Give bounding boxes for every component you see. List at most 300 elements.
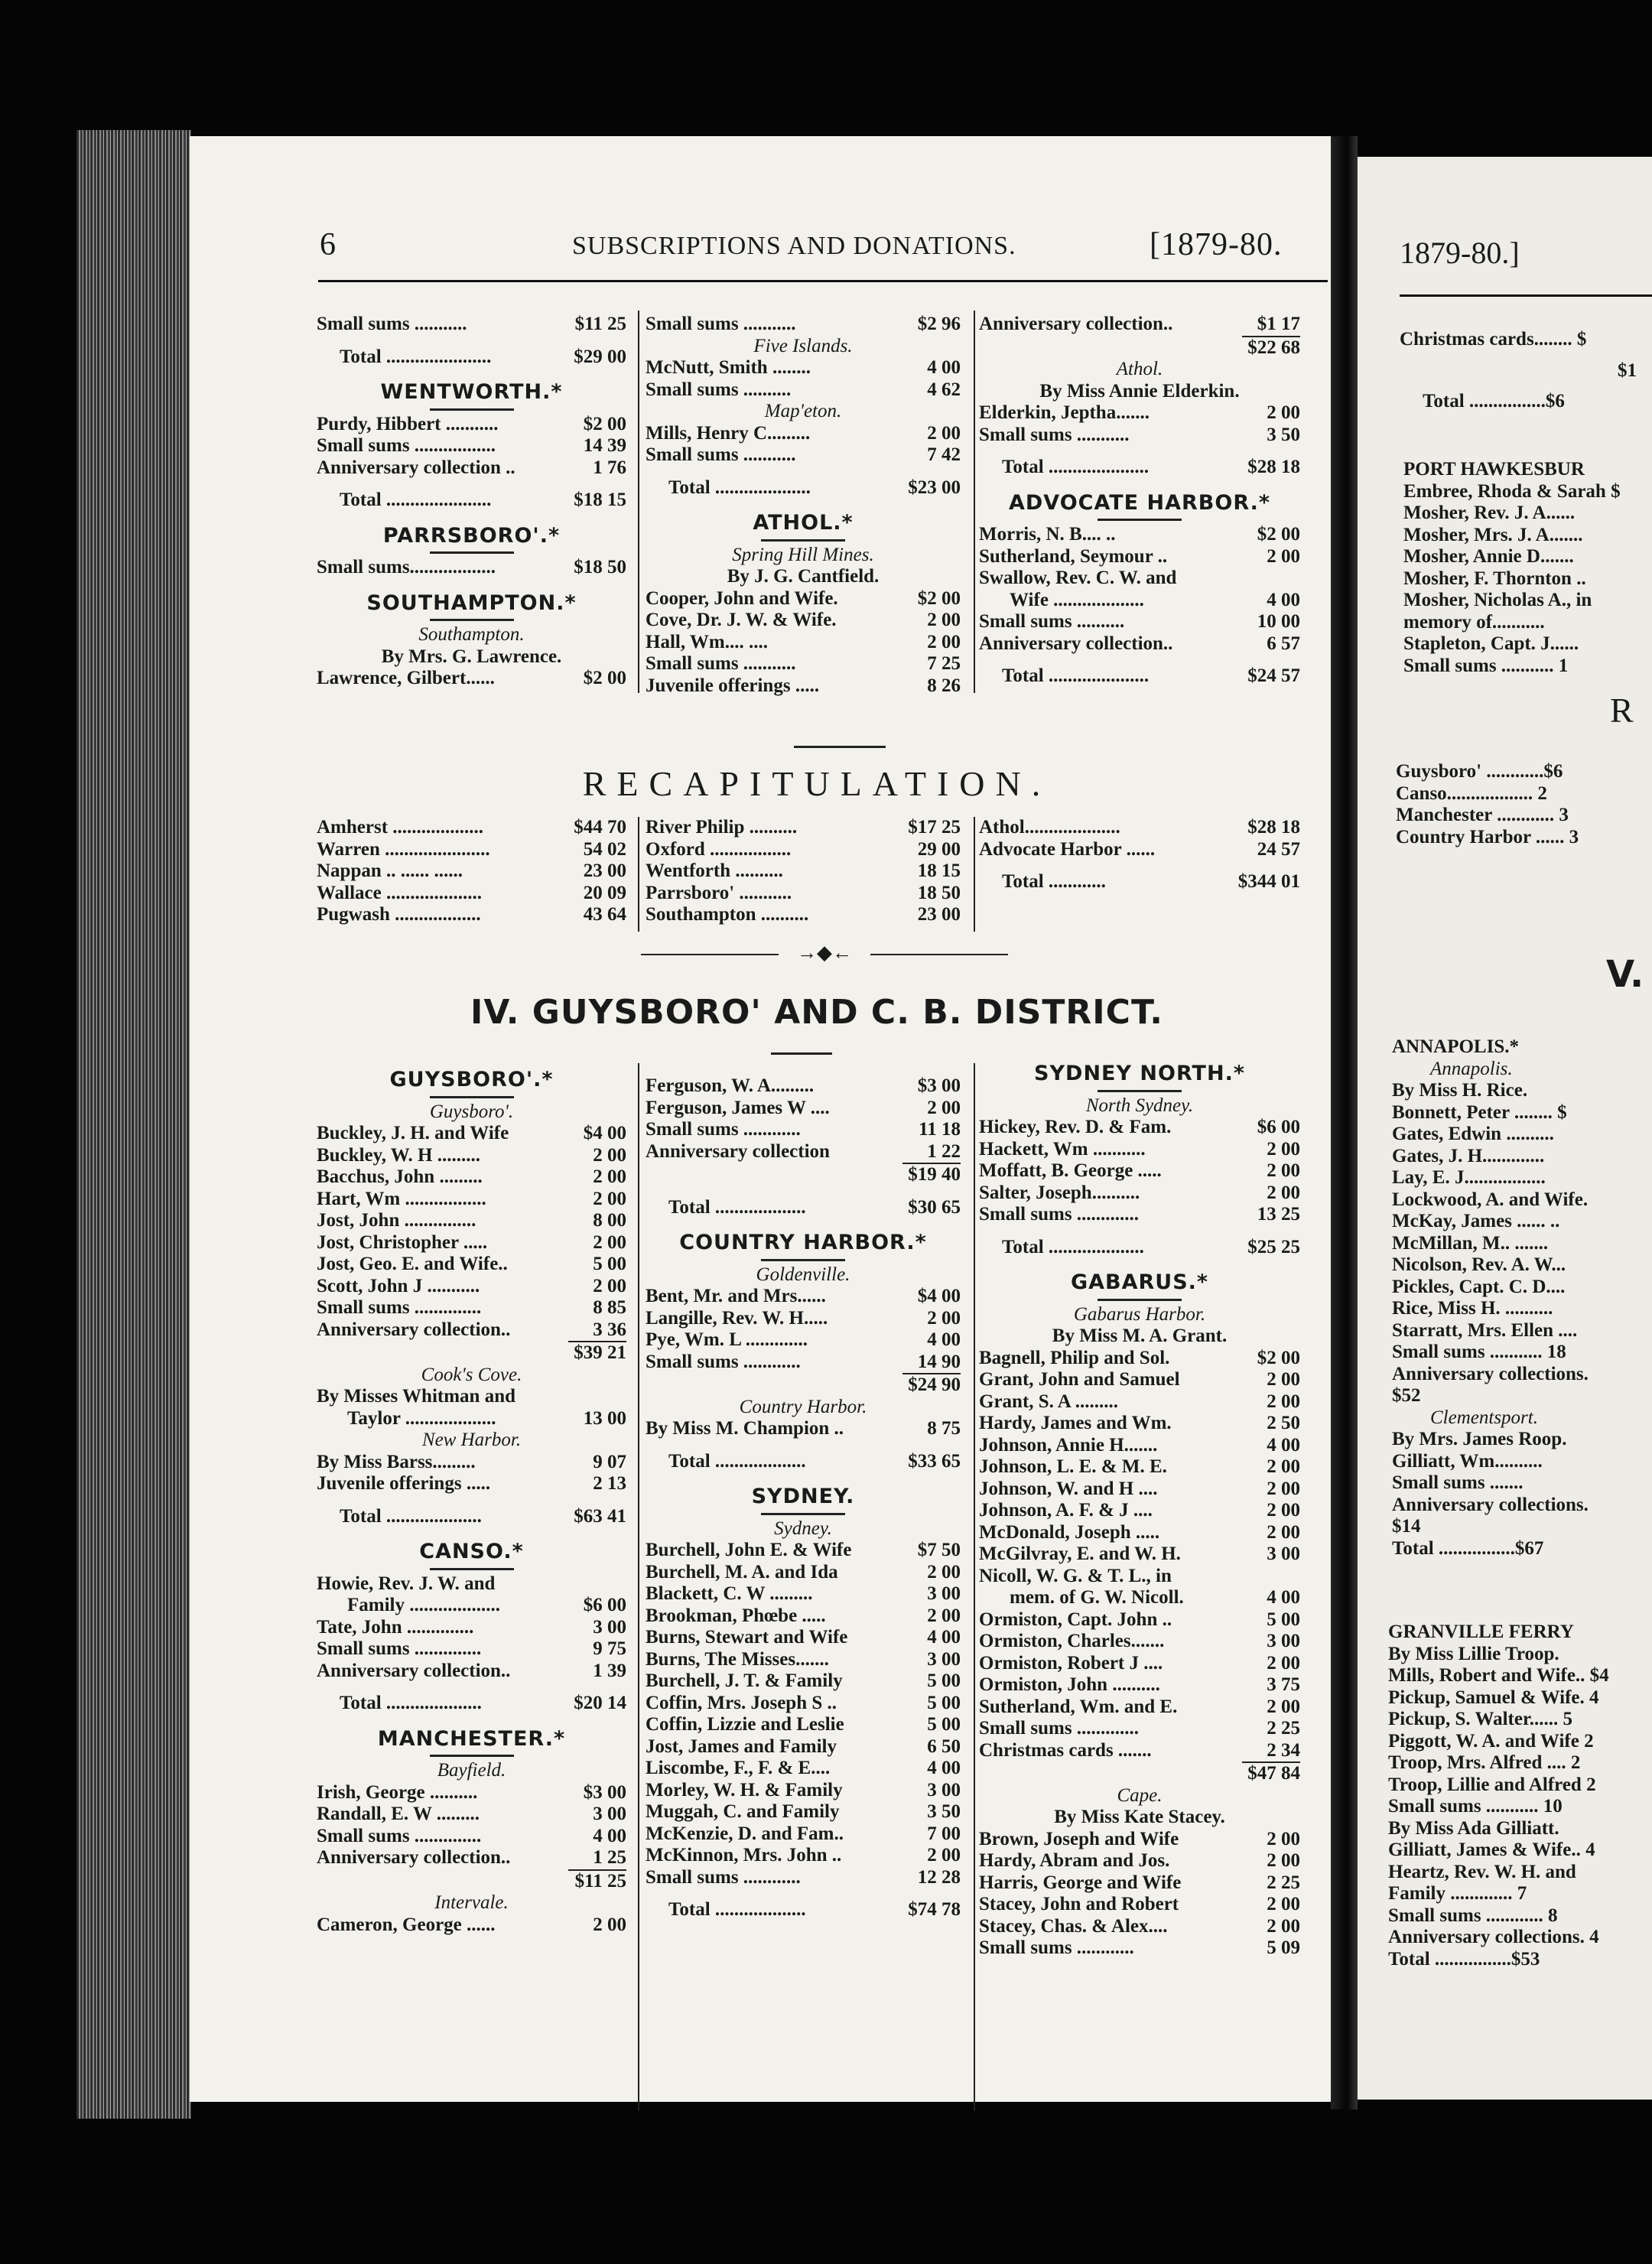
entry-amount: 13 00 xyxy=(583,1407,626,1429)
entry-row xyxy=(317,668,626,690)
entry-amount: 3 00 xyxy=(1267,1631,1300,1651)
entry-amount: 2 00 xyxy=(593,1914,626,1935)
entry-amount: 2 00 xyxy=(1267,1850,1300,1871)
section-heading: SYDNEY NORTH.* xyxy=(1034,1062,1245,1085)
entry-amount: $2 00 xyxy=(917,587,961,609)
entry-row xyxy=(317,557,626,579)
next-page-line: Troop, Lillie and Alfred 2 xyxy=(1388,1774,1596,1795)
entry-name: Burns, Stewart and Wife xyxy=(646,1627,848,1648)
entry-amount xyxy=(1242,1566,1300,1588)
entry-name: Small sums ............ xyxy=(979,1937,1134,1958)
entry-amount: $28 18 xyxy=(1247,817,1300,838)
entry-row xyxy=(979,1435,1300,1457)
entry-row xyxy=(979,1609,1300,1631)
entry-amount: 8 00 xyxy=(593,1210,626,1231)
entry-name: Cove, Dr. J. W. & Wife. xyxy=(646,610,837,630)
entry-name: Total ..................... xyxy=(1002,665,1150,686)
total-row xyxy=(646,1197,961,1219)
next-page-line: $52 xyxy=(1392,1385,1421,1406)
entry-row xyxy=(646,610,961,632)
entry-row xyxy=(317,1386,626,1408)
entry-amount: 2 00 xyxy=(927,1561,961,1583)
entry-amount: 29 00 xyxy=(917,838,961,860)
entry-row xyxy=(646,1418,961,1440)
total-row xyxy=(979,457,1300,479)
entry-row xyxy=(646,1098,961,1120)
entry-name: Brookman, Phœbe ..... xyxy=(646,1605,826,1626)
entry-row xyxy=(979,1894,1300,1916)
next-page-line: $14 xyxy=(1392,1516,1421,1537)
section-rule xyxy=(761,1513,845,1515)
entry-row xyxy=(317,314,626,336)
next-page-line: Guysboro' ............$6 xyxy=(1396,761,1563,782)
entry-name: Small sums ............ xyxy=(646,1119,801,1140)
next-page-line: Mills, Robert and Wife.. $4 xyxy=(1388,1665,1609,1686)
entry-name: Stacey, Chas. & Alex.... xyxy=(979,1915,1168,1937)
section-rule xyxy=(430,551,514,554)
entry-amount: $1 17 xyxy=(1257,314,1300,334)
entry-row xyxy=(317,1573,626,1596)
total-row xyxy=(317,1693,626,1715)
section-rule xyxy=(430,408,514,411)
entry-amount: 4 00 xyxy=(927,1627,961,1648)
entry-name: Howie, Rev. J. W. and xyxy=(317,1573,496,1594)
entry-name xyxy=(317,1341,568,1365)
entry-row xyxy=(979,1740,1300,1762)
place-name: Intervale. xyxy=(434,1892,509,1913)
entry-row xyxy=(646,1308,961,1330)
page-title: SUBSCRIPTIONS AND DONATIONS. xyxy=(572,232,1016,260)
entry-amount: 1 22 xyxy=(927,1140,961,1162)
book-gutter xyxy=(1331,136,1358,2109)
entry-amount: 4 00 xyxy=(1267,1587,1300,1608)
entry-row xyxy=(979,424,1300,447)
collector-line: By Mrs. G. Lawrence. xyxy=(381,646,562,667)
total-row xyxy=(317,346,626,369)
next-page-line: Pickles, Capt. C. D.... xyxy=(1392,1276,1566,1297)
next-page-line: Small sums ........... 10 xyxy=(1388,1796,1563,1817)
section-heading: ADVOCATE HARBOR.* xyxy=(1008,490,1271,515)
section-rule xyxy=(1098,1299,1182,1301)
entry-name: Anniversary collection.. xyxy=(979,633,1173,654)
entry-amount: 8 26 xyxy=(927,675,961,696)
section-rule xyxy=(430,619,514,621)
entry-amount: 24 57 xyxy=(1257,838,1300,860)
entry-name: Warren ...................... xyxy=(317,838,490,860)
entry-name: Irish, George .......... xyxy=(317,1781,478,1803)
entry-name: Hardy, Abram and Jos. xyxy=(979,1850,1170,1871)
subtotal-row xyxy=(317,1869,626,1893)
total-row xyxy=(646,477,961,499)
entry-amount: 43 64 xyxy=(583,904,626,925)
entry-row xyxy=(646,1627,961,1649)
entry-name: Total ...................... xyxy=(340,346,492,367)
entry-name: Small sums ............ xyxy=(646,1866,801,1888)
entry-row xyxy=(979,524,1300,546)
entry-row xyxy=(317,1232,626,1254)
entry-amount: 8 75 xyxy=(927,1418,961,1439)
entry-amount: 1 76 xyxy=(593,457,626,478)
entry-row xyxy=(646,1540,961,1562)
entry-amount: $4 00 xyxy=(583,1123,626,1143)
section-heading: PARRSBORO'.* xyxy=(382,523,561,548)
entry-row xyxy=(317,1254,626,1276)
next-page-line: Nicolson, Rev. A. W... xyxy=(1392,1254,1566,1275)
entry-row xyxy=(979,1348,1300,1370)
entry-row xyxy=(979,1850,1300,1872)
entry-name: Small sums .............. xyxy=(317,1638,482,1659)
next-header-rule xyxy=(1400,294,1652,297)
next-line: Christmas cards........ $ xyxy=(1400,329,1587,350)
entry-name: Tate, John .............. xyxy=(317,1616,474,1638)
entry-row xyxy=(317,904,626,926)
entry-name: River Philip .......... xyxy=(646,817,798,838)
entry-row xyxy=(646,1119,961,1141)
entry-row xyxy=(317,1804,626,1826)
entry-name: By Miss Barss......... xyxy=(317,1451,476,1472)
entry-amount: 7 42 xyxy=(927,444,961,465)
entry-name: Moffatt, B. George ..... xyxy=(979,1160,1162,1181)
entry-name: Wentforth .......... xyxy=(646,860,783,881)
column-divider xyxy=(638,311,639,693)
entry-name: Small sums ........... xyxy=(646,444,796,465)
book-page-edges xyxy=(76,130,191,2119)
entry-amount: 2 00 xyxy=(593,1166,626,1187)
next-page-line: By Miss Ada Gilliatt. xyxy=(1388,1817,1559,1839)
entry-name: Small sums ............. xyxy=(979,1204,1140,1225)
entry-amount: 5 00 xyxy=(927,1714,961,1735)
entry-row xyxy=(317,457,626,480)
total-row xyxy=(979,1237,1300,1259)
next-page-line: By Miss H. Rice. xyxy=(1392,1080,1528,1101)
entry-amount: 23 00 xyxy=(917,904,961,925)
entry-amount: 20 09 xyxy=(583,882,626,903)
entry-row xyxy=(317,1782,626,1804)
place-name: Guysboro'. xyxy=(429,1101,514,1122)
next-page-line: Anniversary collections. 4 xyxy=(1388,1927,1599,1947)
entry-name: Taylor ................... xyxy=(347,1407,496,1429)
entry-name: Burchell, J. T. & Family xyxy=(646,1670,843,1691)
section-heading: GUYSBORO'.* xyxy=(389,1068,554,1091)
entry-amount: 4 00 xyxy=(593,1825,626,1846)
entry-name: McGilvray, E. and W. H. xyxy=(979,1543,1181,1564)
entry-row xyxy=(317,1452,626,1474)
entry-row xyxy=(979,1204,1300,1226)
entry-row xyxy=(646,1605,961,1628)
entry-name: Mills, Henry C......... xyxy=(646,422,811,444)
entry-name: Elderkin, Jeptha....... xyxy=(979,402,1150,423)
entry-name: Ormiston, Capt. John .. xyxy=(979,1609,1172,1630)
entry-name: McKinnon, Mrs. John .. xyxy=(646,1845,842,1866)
entry-name: Small sums ................. xyxy=(317,435,496,456)
entry-amount: $20 14 xyxy=(574,1693,626,1713)
place-name: Goldenville. xyxy=(756,1264,850,1285)
entry-row xyxy=(317,1617,626,1639)
place-name: North Sydney. xyxy=(1085,1095,1194,1116)
entry-name: Southampton .......... xyxy=(646,904,809,925)
next-page-line: Pickup, Samuel & Wife. 4 xyxy=(1388,1687,1599,1708)
entry-name xyxy=(979,336,1242,359)
next-page-line: Anniversary collections. xyxy=(1392,1494,1589,1515)
header-rule xyxy=(318,280,1328,282)
entry-row xyxy=(317,1297,626,1319)
entry-row xyxy=(646,1693,961,1715)
entry-name: Burchell, M. A. and Ida xyxy=(646,1561,838,1583)
column-2 xyxy=(646,314,961,697)
entry-name: Swallow, Rev. C. W. and xyxy=(979,568,1177,588)
next-page-line: Mosher, Nicholas A., in xyxy=(1403,590,1592,610)
entry-amount: $11 25 xyxy=(574,314,626,334)
entry-amount: 12 28 xyxy=(917,1866,961,1888)
column-divider xyxy=(974,1063,975,2111)
entry-name: By Misses Whitman and xyxy=(317,1386,516,1407)
total-row xyxy=(317,490,626,512)
entry-row xyxy=(646,423,961,445)
column-3 xyxy=(979,314,1300,688)
entry-amount: 7 25 xyxy=(927,653,961,674)
next-page-line: Gates, J. H............. xyxy=(1392,1145,1545,1166)
place-name: New Harbor. xyxy=(421,1430,522,1450)
entry-row xyxy=(979,1916,1300,1938)
entry-row xyxy=(979,1718,1300,1740)
place-name: Sydney. xyxy=(774,1517,832,1539)
entry-row xyxy=(979,1696,1300,1719)
entry-amount: $63 41 xyxy=(574,1505,626,1527)
entry-row xyxy=(979,590,1300,612)
entry-row xyxy=(646,904,961,926)
next-line: $1 xyxy=(1618,359,1637,381)
entry-name: Cooper, John and Wife. xyxy=(646,587,838,609)
next-page-line: Small sums ....... xyxy=(1392,1472,1524,1493)
next-page-line: Embree, Rhoda & Sarah $ xyxy=(1403,480,1621,502)
entry-row xyxy=(317,1408,626,1430)
entry-row xyxy=(979,1117,1300,1139)
entry-row xyxy=(317,860,626,883)
collector-line: By Miss Annie Elderkin. xyxy=(1039,380,1240,402)
entry-name: Hardy, James and Wm. xyxy=(979,1413,1172,1433)
entry-name: McKenzie, D. and Fam.. xyxy=(646,1823,844,1844)
entry-name: Buckley, J. H. and Wife xyxy=(317,1123,509,1143)
entry-row xyxy=(646,653,961,675)
entry-amount: 2 00 xyxy=(1267,1828,1300,1849)
entry-amount: 2 25 xyxy=(1267,1872,1300,1893)
entry-amount: 2 00 xyxy=(593,1188,626,1209)
entry-name: Total .................... xyxy=(668,477,811,498)
entry-amount: 3 00 xyxy=(593,1804,626,1824)
entry-amount: 3 75 xyxy=(1267,1674,1300,1695)
entry-name: Athol.................... xyxy=(979,817,1120,838)
entry-amount: 2 50 xyxy=(1267,1413,1300,1433)
entry-row xyxy=(979,1543,1300,1566)
entry-amount: 3 00 xyxy=(927,1648,961,1670)
entry-amount: 2 00 xyxy=(1267,1696,1300,1717)
entry-amount: 6 50 xyxy=(927,1735,961,1757)
entry-name: Brown, Joseph and Wife xyxy=(979,1828,1179,1849)
entry-name: Small sums ........... xyxy=(646,653,796,674)
column-divider xyxy=(974,817,975,932)
entry-name: Total ................... xyxy=(668,1899,806,1920)
entry-amount: $18 50 xyxy=(574,557,626,577)
entry-name: Purdy, Hibbert ........... xyxy=(317,413,499,434)
next-page-line: Lockwood, A. and Wife. xyxy=(1392,1189,1589,1210)
granville-block xyxy=(1388,1622,1609,1970)
entry-row xyxy=(646,1670,961,1693)
entry-amount: 2 00 xyxy=(1267,1456,1300,1477)
entry-name: Family ................... xyxy=(347,1595,500,1615)
next-page-line: PORT HAWKESBUR xyxy=(1403,459,1585,480)
entry-name: Small sums ........... xyxy=(646,314,796,334)
recap-column-3 xyxy=(979,817,1300,893)
entry-row xyxy=(317,817,626,839)
entry-amount: 3 00 xyxy=(1267,1543,1300,1564)
entry-amount: $47 84 xyxy=(1242,1761,1300,1785)
entry-amount: $19 40 xyxy=(902,1163,961,1186)
entry-name: Lawrence, Gilbert...... xyxy=(317,668,495,688)
entry-amount: 3 50 xyxy=(927,1801,961,1822)
total-row xyxy=(646,1451,961,1473)
next-recap-block xyxy=(1396,761,1579,848)
entry-amount: $30 65 xyxy=(908,1196,961,1218)
entry-name: Johnson, W. and H .... xyxy=(979,1478,1158,1499)
entry-row xyxy=(646,1845,961,1867)
entry-name: mem. of G. W. Nicoll. xyxy=(1010,1587,1184,1608)
next-page-year: 1879-80.] xyxy=(1400,236,1520,270)
entry-row xyxy=(979,1937,1300,1960)
entry-amount: 4 00 xyxy=(1267,1434,1300,1456)
entry-amount xyxy=(568,1386,626,1408)
entry-row xyxy=(317,1145,626,1167)
entry-name: Anniversary collection.. xyxy=(317,1847,511,1868)
next-page-line: Mosher, Rev. J. A...... xyxy=(1403,503,1576,523)
entry-amount: 1 25 xyxy=(593,1847,626,1868)
entry-row xyxy=(646,817,961,839)
entry-name: Anniversary collection.. xyxy=(979,314,1173,334)
entry-row xyxy=(979,1631,1300,1653)
district-column-3 xyxy=(979,1063,1300,1960)
entry-name: Nappan .. ...... ...... xyxy=(317,860,463,881)
next-page-line: Annapolis. xyxy=(1430,1058,1513,1079)
next-page-line: Anniversary collections. xyxy=(1392,1363,1589,1384)
entry-name: Total ............ xyxy=(1002,871,1106,892)
next-page-line: Small sums ........... 1 xyxy=(1403,655,1569,676)
next-page-line: McKay, James ...... .. xyxy=(1392,1211,1560,1231)
entry-name: Anniversary collection.. xyxy=(317,1319,511,1340)
entry-row xyxy=(979,839,1300,861)
entry-amount: 2 13 xyxy=(593,1473,626,1494)
entry-name: Total ................... xyxy=(668,1450,806,1472)
ornament: →◆← xyxy=(779,942,870,964)
entry-row xyxy=(317,1210,626,1232)
next-page-line: Family ............. 7 xyxy=(1388,1883,1527,1904)
entry-name: Amherst ................... xyxy=(317,817,484,838)
collector-line: By Miss M. A. Grant. xyxy=(1052,1326,1228,1346)
entry-row xyxy=(979,402,1300,424)
subtotal-row xyxy=(646,1373,961,1397)
entry-name: Oxford ................. xyxy=(646,838,792,860)
entry-amount: 2 00 xyxy=(1267,1478,1300,1499)
place-name: Five Islands. xyxy=(753,335,853,356)
next-line: Total ................$6 xyxy=(1423,391,1565,411)
entry-name: Small sums.................. xyxy=(317,557,496,577)
entry-name xyxy=(317,1869,568,1893)
next-page-line: Gates, Edwin .......... xyxy=(1392,1124,1554,1144)
recapitulation-title: RECAPITULATION. xyxy=(582,764,1052,803)
entry-amount: 11 18 xyxy=(919,1119,961,1140)
entry-name: Ormiston, Robert J .... xyxy=(979,1652,1163,1674)
entry-row xyxy=(979,1522,1300,1544)
section-heading: MANCHESTER.* xyxy=(377,1726,566,1751)
place-name: Map'eton. xyxy=(764,401,842,421)
next-page-line: Lay, E. J................. xyxy=(1392,1167,1546,1188)
entry-name: Liscombe, F., F. & E.... xyxy=(646,1758,831,1778)
district-column-1 xyxy=(317,1069,626,1936)
entry-amount: $33 65 xyxy=(908,1450,961,1472)
entry-name: Advocate Harbor ...... xyxy=(979,838,1156,860)
entry-name: Bacchus, John ......... xyxy=(317,1166,483,1187)
entry-row xyxy=(979,1500,1300,1522)
entry-name: Morris, N. B.... .. xyxy=(979,524,1116,545)
entry-amount: $39 21 xyxy=(568,1341,626,1365)
entry-name: Johnson, A. F. & J .... xyxy=(979,1500,1153,1521)
entry-amount: $24 90 xyxy=(902,1373,961,1397)
entry-amount: 2 00 xyxy=(927,1307,961,1329)
entry-name: Christmas cards ....... xyxy=(979,1739,1152,1761)
entry-name: Anniversary collection xyxy=(646,1140,830,1162)
entry-amount: 4 00 xyxy=(927,357,961,378)
next-page-line: Total ................$67 xyxy=(1392,1537,1544,1559)
entry-name xyxy=(646,1163,902,1186)
entry-row xyxy=(979,314,1300,336)
entry-name: Jost, John ............... xyxy=(317,1210,476,1231)
next-page-line: memory of........... xyxy=(1403,611,1545,633)
section-heading: COUNTRY HARBOR.* xyxy=(679,1231,927,1254)
entry-name: Anniversary collection.. xyxy=(317,1660,511,1681)
entry-row xyxy=(317,839,626,861)
entry-row xyxy=(979,1829,1300,1851)
entry-row xyxy=(646,675,961,698)
entry-row xyxy=(979,1566,1300,1588)
entry-name: McDonald, Joseph ..... xyxy=(979,1521,1160,1543)
entry-amount: 8 85 xyxy=(593,1297,626,1318)
entry-amount: $6 00 xyxy=(583,1595,626,1615)
section-rule xyxy=(430,1568,514,1570)
district-rule xyxy=(771,1052,832,1055)
entry-name: Muggah, C. and Family xyxy=(646,1801,840,1822)
entry-row xyxy=(646,1352,961,1374)
entry-row xyxy=(646,1583,961,1605)
entry-name: Anniversary collection .. xyxy=(317,457,515,478)
entry-name: Johnson, L. E. & M. E. xyxy=(979,1456,1167,1477)
entry-amount xyxy=(568,1573,626,1596)
entry-amount: $6 00 xyxy=(1257,1117,1300,1137)
entry-amount: 13 25 xyxy=(1257,1204,1300,1225)
entry-amount: 2 00 xyxy=(1267,1160,1300,1181)
next-page-line: Rice, Miss H. .......... xyxy=(1392,1298,1553,1319)
entry-row xyxy=(317,1661,626,1683)
entry-name: Jost, James and Family xyxy=(646,1735,837,1757)
next-recap-letter: R xyxy=(1610,691,1634,730)
subtotal-row xyxy=(646,1163,961,1186)
collector-line: By Miss Kate Stacey. xyxy=(1054,1807,1225,1827)
entry-row xyxy=(317,414,626,436)
entry-name: Total .................... xyxy=(1002,1236,1144,1257)
entry-amount: 2 00 xyxy=(1267,545,1300,567)
left-page xyxy=(190,136,1331,2102)
entry-name: McNutt, Smith ........ xyxy=(646,357,811,378)
next-page-line: ANNAPOLIS.* xyxy=(1392,1036,1519,1057)
entry-row xyxy=(646,444,961,467)
entry-amount: $2 00 xyxy=(583,413,626,434)
